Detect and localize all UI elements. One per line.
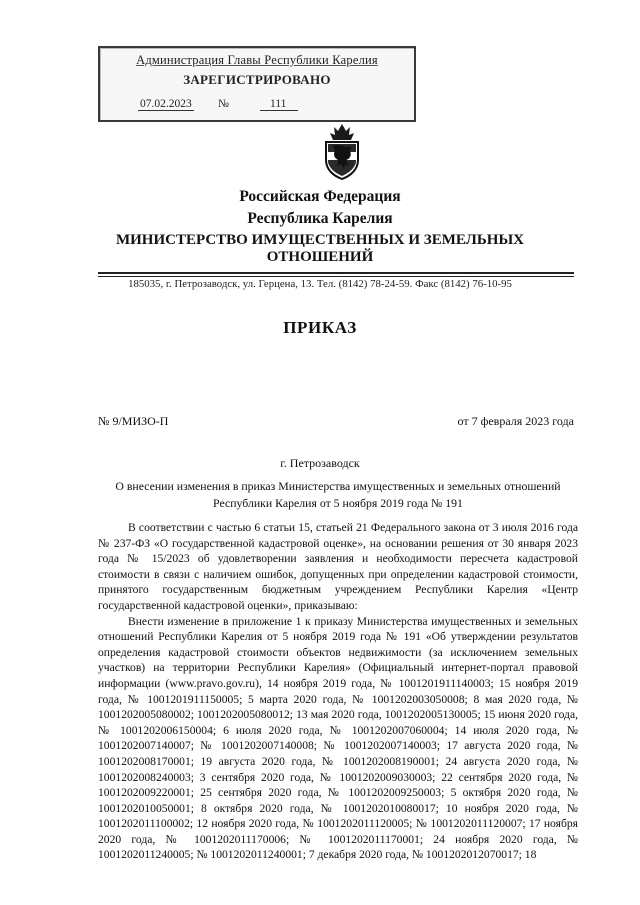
- stamp-number-sign: №: [218, 98, 229, 110]
- body-paragraph: В соответствии с частью 6 статьи 15, статьей 21 Федерального закона от 3 июля 2016 года № 237-ФЗ «О государственной кадастровой оценке», на основании решения от 30 января 2023 года № 15/2023 об удовлетворении заявления и необходимости пересчета кадастровой стоимости в связи с наличием ошибок, допущенных при определении кадастровой стоимости, принятого государственным бюджетным учреждением Республики Карелия «Центр государственной кадастровой оценки», приказываю:: [98, 521, 578, 612]
- stamp-date: 07.02.2023: [140, 98, 192, 110]
- stamp-organization: Администрация Главы Республики Карелия: [136, 53, 378, 67]
- document-subject: О внесении изменения в приказ Министерства имущественных и земельных отношений Республики Карелия от 5 ноября 2019 года № 191: [115, 479, 561, 510]
- ministry-address: 185035, г. Петрозаводск, ул. Герцена, 13. Тел. (8142) 78-24-59. Факс (8142) 76-10-95: [128, 278, 512, 290]
- document-city: г. Петрозаводск: [280, 456, 360, 470]
- header-republic: Республика Карелия: [247, 210, 393, 227]
- header-country: Российская Федерация: [239, 188, 401, 205]
- karelia-coat-of-arms-icon: [320, 122, 364, 180]
- order-date: от 7 февраля 2023 года: [457, 414, 574, 428]
- header-ministry-line1: МИНИСТЕРСТВО ИМУЩЕСТВЕННЫХ И ЗЕМЕЛЬНЫХ: [115, 232, 525, 248]
- order-number: № 9/МИЗО-П: [98, 414, 169, 428]
- header-rule-thick: [98, 272, 574, 274]
- document-body: [98, 520, 578, 863]
- body-paragraph: Внести изменение в приложение 1 к приказу Министерства имущественных и земельных отношений Республики Карелия от 5 ноября 2019 года № 191 «Об утверждении результатов определения кадастровой стоимости объектов недвижимости (за исключением земельных участков) на территории Республики Карелия» (Официальный интернет-портал правовой информации (www.pravo.gov.ru), 14 ноября 2019 года, № 1001201911140003; 15 ноября 2019 года, № 1001201911150005; 5 марта 2020 года, № 1001202003050008; 8 мая 2020 года, № 1001202005080002; 1001202005080012; 13 мая 2020 года, 1001202005130005; 15 июня 2020 года, № 1001202006150004; 6 июля 2020 года, № 1001202007060004; 14 июля 2020 года, № 1001202007140007; № 1001202007140008; № 1001202007140003; 17 августа 2020 года, № 1001202008170001; 19 августа 2020 года, № 1001202008190001; 24 августа 2020 года, № 1001202008240003; 3 сентября 2020 года, № 1001202009030003; 22 сентября 2020 года, № 1001202009220001; 25 сентября 2020 года, № 1001202009250003; 5 октября 2020 года, № 1001202010050001; 8 октября 2020 года, № 1001202010080017; 10 ноября 2020 года, № 1001202011100002; 12 ноября 2020 года, № 1001202011120005; № 1001202011120007; 17 ноября 2020 года, № 1001202011170006; № 1001202011170001; 24 ноября 2020 года, № 1001202011240005; № 1001202011240001; 7 декабря 2020 года, № 1001202012070017; 18: [98, 614, 578, 862]
- document-title: ПРИКАЗ: [283, 318, 357, 337]
- stamp-registered: ЗАРЕГИСТРИРОВАНО: [183, 72, 331, 87]
- registration-stamp: [98, 46, 416, 122]
- header-ministry-line2: ОТНОШЕНИЙ: [266, 249, 374, 265]
- stamp-number: 111: [260, 98, 298, 111]
- header-rule-thin: [98, 276, 574, 277]
